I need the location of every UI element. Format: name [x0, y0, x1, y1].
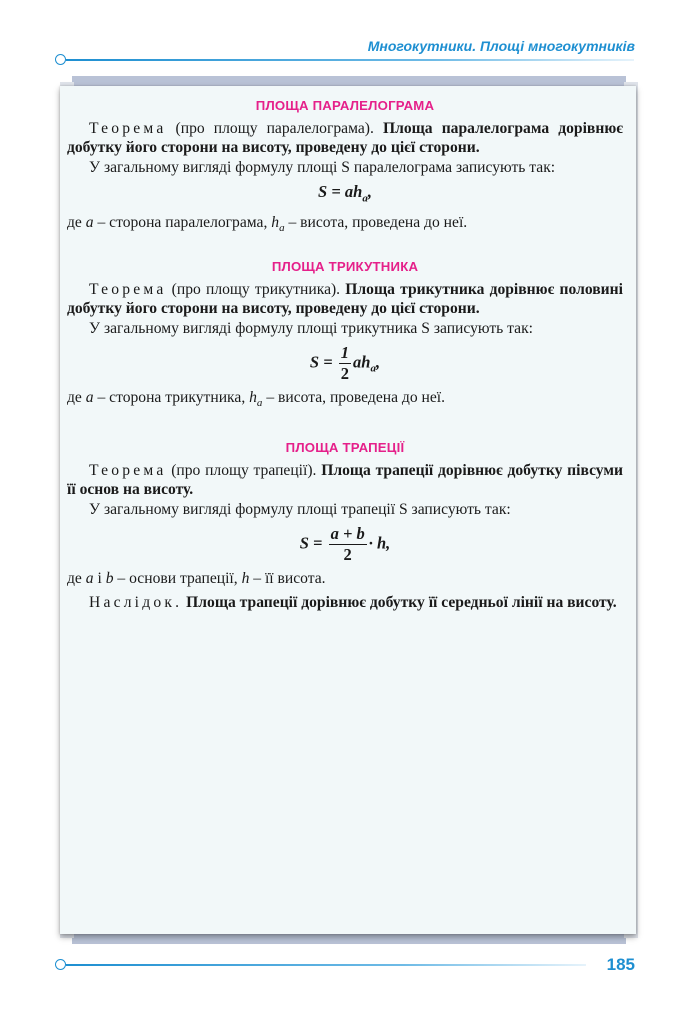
- section-title-parallelogram: ПЛОЩА ПАРАЛЕЛОГРАМА: [255, 98, 435, 113]
- formula-subscript: a: [362, 192, 368, 205]
- section-title-trapezoid: ПЛОЩА ТРАПЕЦІЇ: [285, 440, 405, 456]
- header-dot-ornament: [55, 54, 66, 65]
- theorem-trapezoid: [67, 461, 623, 500]
- corollary-label: Наслідок.: [89, 594, 183, 612]
- explain-pre: де: [67, 570, 82, 588]
- explain-var-h: h: [241, 570, 250, 588]
- fraction-denominator: 2: [343, 545, 352, 565]
- explain-post: – висота, проведена до неї.: [288, 214, 468, 232]
- explain-var-a: a: [85, 389, 94, 407]
- formula-subscript: a: [370, 362, 376, 375]
- running-header-title: Многокутники. Площі многокутників: [367, 38, 635, 54]
- footer-rule: [66, 964, 586, 966]
- explain-pre: де: [67, 389, 82, 407]
- explanation-parallelogram: [67, 213, 623, 239]
- explanation-triangle: [67, 388, 623, 414]
- explain-sub: a: [256, 397, 263, 410]
- explain-and: і: [97, 570, 102, 588]
- explain-mid: – основи трапеції,: [117, 570, 238, 588]
- explain-var-h: h: [249, 389, 257, 407]
- explain-sub: a: [279, 222, 285, 235]
- fraction: [339, 343, 351, 384]
- explain-mid: – сторона трикутника,: [97, 389, 246, 407]
- theorem-statement: Площа трапеції дорівнює добутку півсуми її основ на висоту.: [67, 461, 623, 499]
- general-form-triangle: У загальному вигляді формулу площі трикутника S записують так:: [89, 319, 534, 337]
- fraction: [329, 524, 367, 565]
- theorem-note: (про площу паралелограма).: [175, 119, 374, 137]
- page-number: 185: [606, 955, 635, 974]
- formula-rhs: · h: [368, 533, 387, 553]
- theorem-parallelogram: [67, 119, 623, 158]
- theorem-label: Теорема: [89, 461, 167, 479]
- explain-var-a: a: [85, 570, 94, 588]
- fraction-numerator: a + b: [330, 524, 365, 544]
- header-rule: [66, 59, 634, 61]
- section-title-triangle: ПЛОЩА ТРИКУТНИКА: [271, 258, 419, 274]
- footer-dot-ornament: [55, 959, 66, 970]
- formula-main: S = ah: [318, 182, 363, 202]
- general-form-trapezoid: У загальному вигляді формулу площі трапеції S записують так:: [89, 500, 511, 518]
- explain-post: – висота, проведена до неї.: [266, 389, 446, 407]
- summary-content: [67, 96, 623, 613]
- explain-post: – її висота.: [253, 570, 326, 588]
- formula-triangle: [67, 343, 623, 384]
- theorem-statement: Площа паралелограма дорівнює добутку його сторони на висоту, проведену до цієї сторони.: [67, 119, 623, 157]
- formula-lhs: S =: [299, 533, 323, 553]
- corollary-trapezoid: [67, 593, 623, 613]
- formula-lhs: S =: [309, 352, 333, 372]
- theorem-triangle: [67, 280, 623, 319]
- formula-tail: ,: [386, 533, 391, 553]
- formula-tail: ,: [375, 352, 381, 372]
- fraction-denominator: 2: [340, 364, 350, 384]
- general-form-parallelogram: У загальному вигляді формулу площі S паралелограма записують так:: [89, 158, 556, 176]
- explain-var-a: a: [85, 214, 94, 232]
- fraction-numerator: 1: [340, 343, 350, 363]
- formula-trapezoid: [67, 524, 623, 565]
- theorem-label: Теорема: [89, 119, 167, 137]
- explanation-trapezoid: [67, 569, 623, 589]
- formula-parallelogram: [67, 182, 623, 209]
- formula-rhs: ah: [353, 352, 371, 372]
- formula-tail: ,: [367, 182, 372, 202]
- explain-mid: – сторона паралелограма,: [97, 214, 268, 232]
- explain-var-b: b: [105, 570, 114, 588]
- explain-pre: де: [67, 214, 82, 232]
- corollary-statement: Площа трапеції дорівнює добутку її середньої лінії на висоту.: [186, 594, 617, 612]
- theorem-note: (про площу трапеції).: [171, 461, 317, 479]
- theorem-statement: Площа трикутника дорівнює половині добутку його сторони на висоту, проведену до цієї сторони.: [67, 280, 623, 318]
- explain-var-h: h: [271, 214, 280, 232]
- theorem-note: (про площу трикутника).: [171, 280, 341, 298]
- theorem-label: Теорема: [89, 280, 167, 298]
